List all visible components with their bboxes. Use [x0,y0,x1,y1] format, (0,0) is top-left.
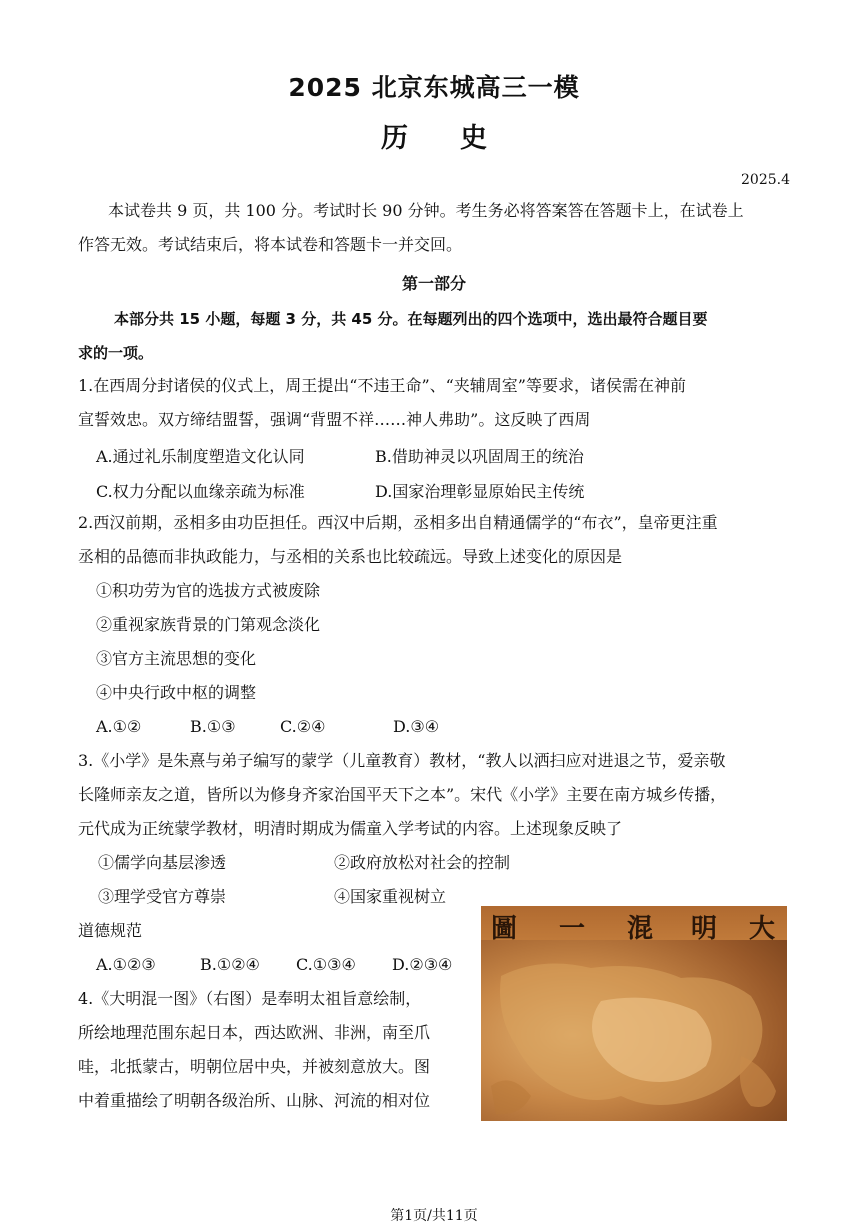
q4-stem-line-4: 中着重描绘了明朝各级治所、山脉、河流的相对位 [78,1091,431,1110]
q2-option-c: C.②④ [280,717,326,736]
q2-item-3: ③官方主流思想的变化 [96,649,257,668]
map-title-char-5: 大 [749,914,776,944]
q3-option-b: B.①②④ [200,955,260,974]
q3-option-a: A.①②③ [96,955,156,974]
q2-stem-line-2: 丞相的品德而非执政能力，与丞相的关系也比较疏远。导致上述变化的原因是 [78,547,623,566]
q2-option-b: B.①③ [190,717,236,736]
q2-item-4: ④中央行政中枢的调整 [96,683,257,702]
q3-item-4: ④国家重视树立 [334,887,447,906]
q4-stem-line-2: 所绘地理范围东起日本，西达欧洲、非洲，南至爪 [78,1023,431,1042]
q1-option-a: A.通过礼乐制度塑造文化认同 [96,447,305,466]
q3-item-2: ②政府放松对社会的控制 [334,853,511,872]
page-title: 2025 北京东城高三一模 [288,73,580,102]
q3-stem-line-1: 3.《小学》是朱熹与弟子编写的蒙学（儿童教育）教材，“教人以洒扫应对进退之节，爱亲敬 [78,751,726,770]
q1-stem-line-1: 1.在西周分封诸侯的仪式上，周王提出“不违王命”、“夹辅周室”等要求，诸侯需在神前 [78,376,686,395]
q2-option-a: A.①② [96,717,142,736]
subject-char-2: 史 [460,123,487,154]
q3-stem-line-3: 元代成为正统蒙学教材，明清时期成为儒童入学考试的内容。上述现象反映了 [78,819,623,838]
map-title-char-1: 圖 [491,914,518,944]
intro-line-1: 本试卷共 9 页，共 100 分。考试时长 90 分钟。考生务必将答案答在答题卡上，在试卷上 [108,201,744,220]
da-ming-hunyi-map-image [481,906,787,1121]
q2-stem-line-1: 2.西汉前期，丞相多由功臣担任。西汉中后期，丞相多出自精通儒学的“布衣”，皇帝更注重 [78,513,718,532]
q1-stem-line-2: 宣誓效忠。双方缔结盟誓，强调“背盟不祥……神人弗助”。这反映了西周 [78,410,591,429]
map-title-char-3: 混 [627,914,654,944]
q2-item-1: ①积功劳为官的选拔方式被废除 [96,581,321,600]
map-land-shapes [481,906,787,1121]
page-number: 第1页/共11页 [390,1208,478,1224]
q3-item-1: ①儒学向基层渗透 [98,853,227,872]
q3-item-4-continued: 道德规范 [78,921,143,940]
q1-option-b: B.借助神灵以巩固周王的统治 [375,447,584,466]
map-title-char-2: 一 [559,914,586,944]
q1-option-c: C.权力分配以血缘亲疏为标准 [96,482,305,501]
subject-title [0,116,868,155]
q2-item-2: ②重视家族背景的门第观念淡化 [96,615,321,634]
q3-option-c: C.①③④ [296,955,356,974]
section-desc-line-1: 本部分共 15 小题，每题 3 分，共 45 分。在每题列出的四个选项中，选出最符合题目要 [114,310,708,328]
q4-stem-line-3: 哇，北抵蒙古，明朝位居中央，并被刻意放大。图 [78,1057,431,1076]
q3-option-d: D.②③④ [392,955,453,974]
intro-line-2: 作答无效。考试结束后，将本试卷和答题卡一并交回。 [78,235,463,254]
map-title-char-4: 明 [691,914,718,944]
q1-option-d: D.国家治理彰显原始民主传统 [375,482,585,501]
q3-item-3: ③理学受官方尊崇 [98,887,227,906]
q3-stem-line-2: 长隆师亲友之道，皆所以为修身齐家治国平天下之本”。宋代《小学》主要在南方城乡传播， [78,785,727,804]
q2-option-d: D.③④ [393,717,440,736]
exam-date: 2025.4 [741,172,790,188]
q4-stem-line-1: 4.《大明混一图》（右图）是奉明太祖旨意绘制， [78,989,422,1008]
section-title: 第一部分 [401,274,466,293]
section-desc-line-2: 求的一项。 [78,344,154,362]
subject-char-1: 历 [381,123,408,154]
